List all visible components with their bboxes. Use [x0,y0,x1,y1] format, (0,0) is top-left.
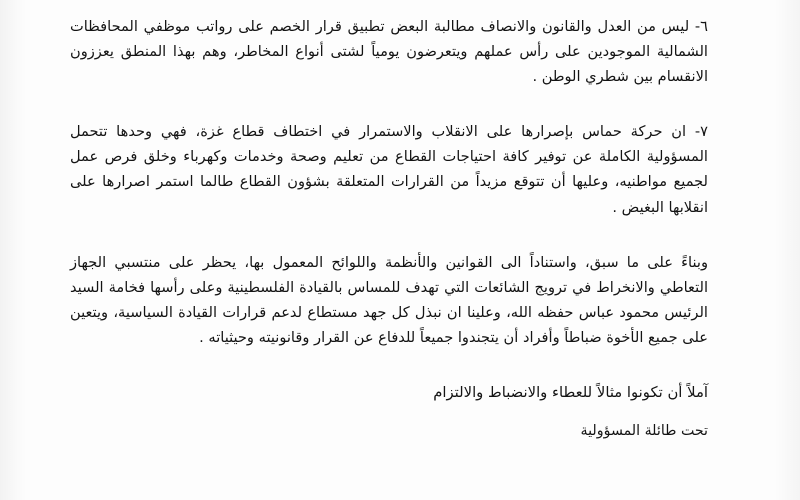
page-edge-shadow-right [774,0,800,500]
closing-line-1: آملاً أن تكونوا مثالاً للعطاء والانضباط والالتزام [433,384,708,402]
paragraph-item-7: ٧- ان حركة حماس بإصرارها على الانقلاب والاستمرار في اختطاف قطاع غزة، فهي وحدها تتحمل المسؤولية الكاملة عن توفير كافة احتياجات القطاع من تعليم وصحة وخدمات وكهرباء وخلق فرص عمل لجميع مواطنيه، وعليها أن تتوقع مزيداً من القرارات المتعلقة بشؤون القطاع طالما استمر اصرارها على انقلابها البغيض . [70,123,708,216]
closing-block [70,380,708,443]
page-edge-shadow-left [0,0,26,500]
paragraph-closing-statement: وبناءً على ما سبق، واستناداً الى القوانين والأنظمة واللوائح المعمول بها، يحظر على منتسبي الجهاز التعاطي والانخراط في ترويج الشائعات التي تهدف للمساس بالقيادة الفلسطينية وعلى رأسها فخامة السيد الرئيس محمود عباس حفظه الله، وعلينا ان نبذل كل جهد مستطاع لدعم قرارات القيادة السياسية، ويتعين على جميع الأخوة ضباطاً وأفراد أن يتجندوا جميعاً للدفاع عن القرار وقانونيته وحيثياته . [70,253,708,346]
document-body [70,14,708,443]
closing-line-2: تحت طائلة المسؤولية [580,423,708,440]
paragraph-item-6: ٦- ليس من العدل والقانون والانصاف مطالبة البعض تطبيق قرار الخصم على رواتب موظفي المحافظات الشمالية الموجودين على رأس عملهم ويتعرضون يومياً لشتى أنواع المخاطر، وهم بهذا المنطق يعززون الانقسام بين شطري الوطن . [70,18,708,86]
